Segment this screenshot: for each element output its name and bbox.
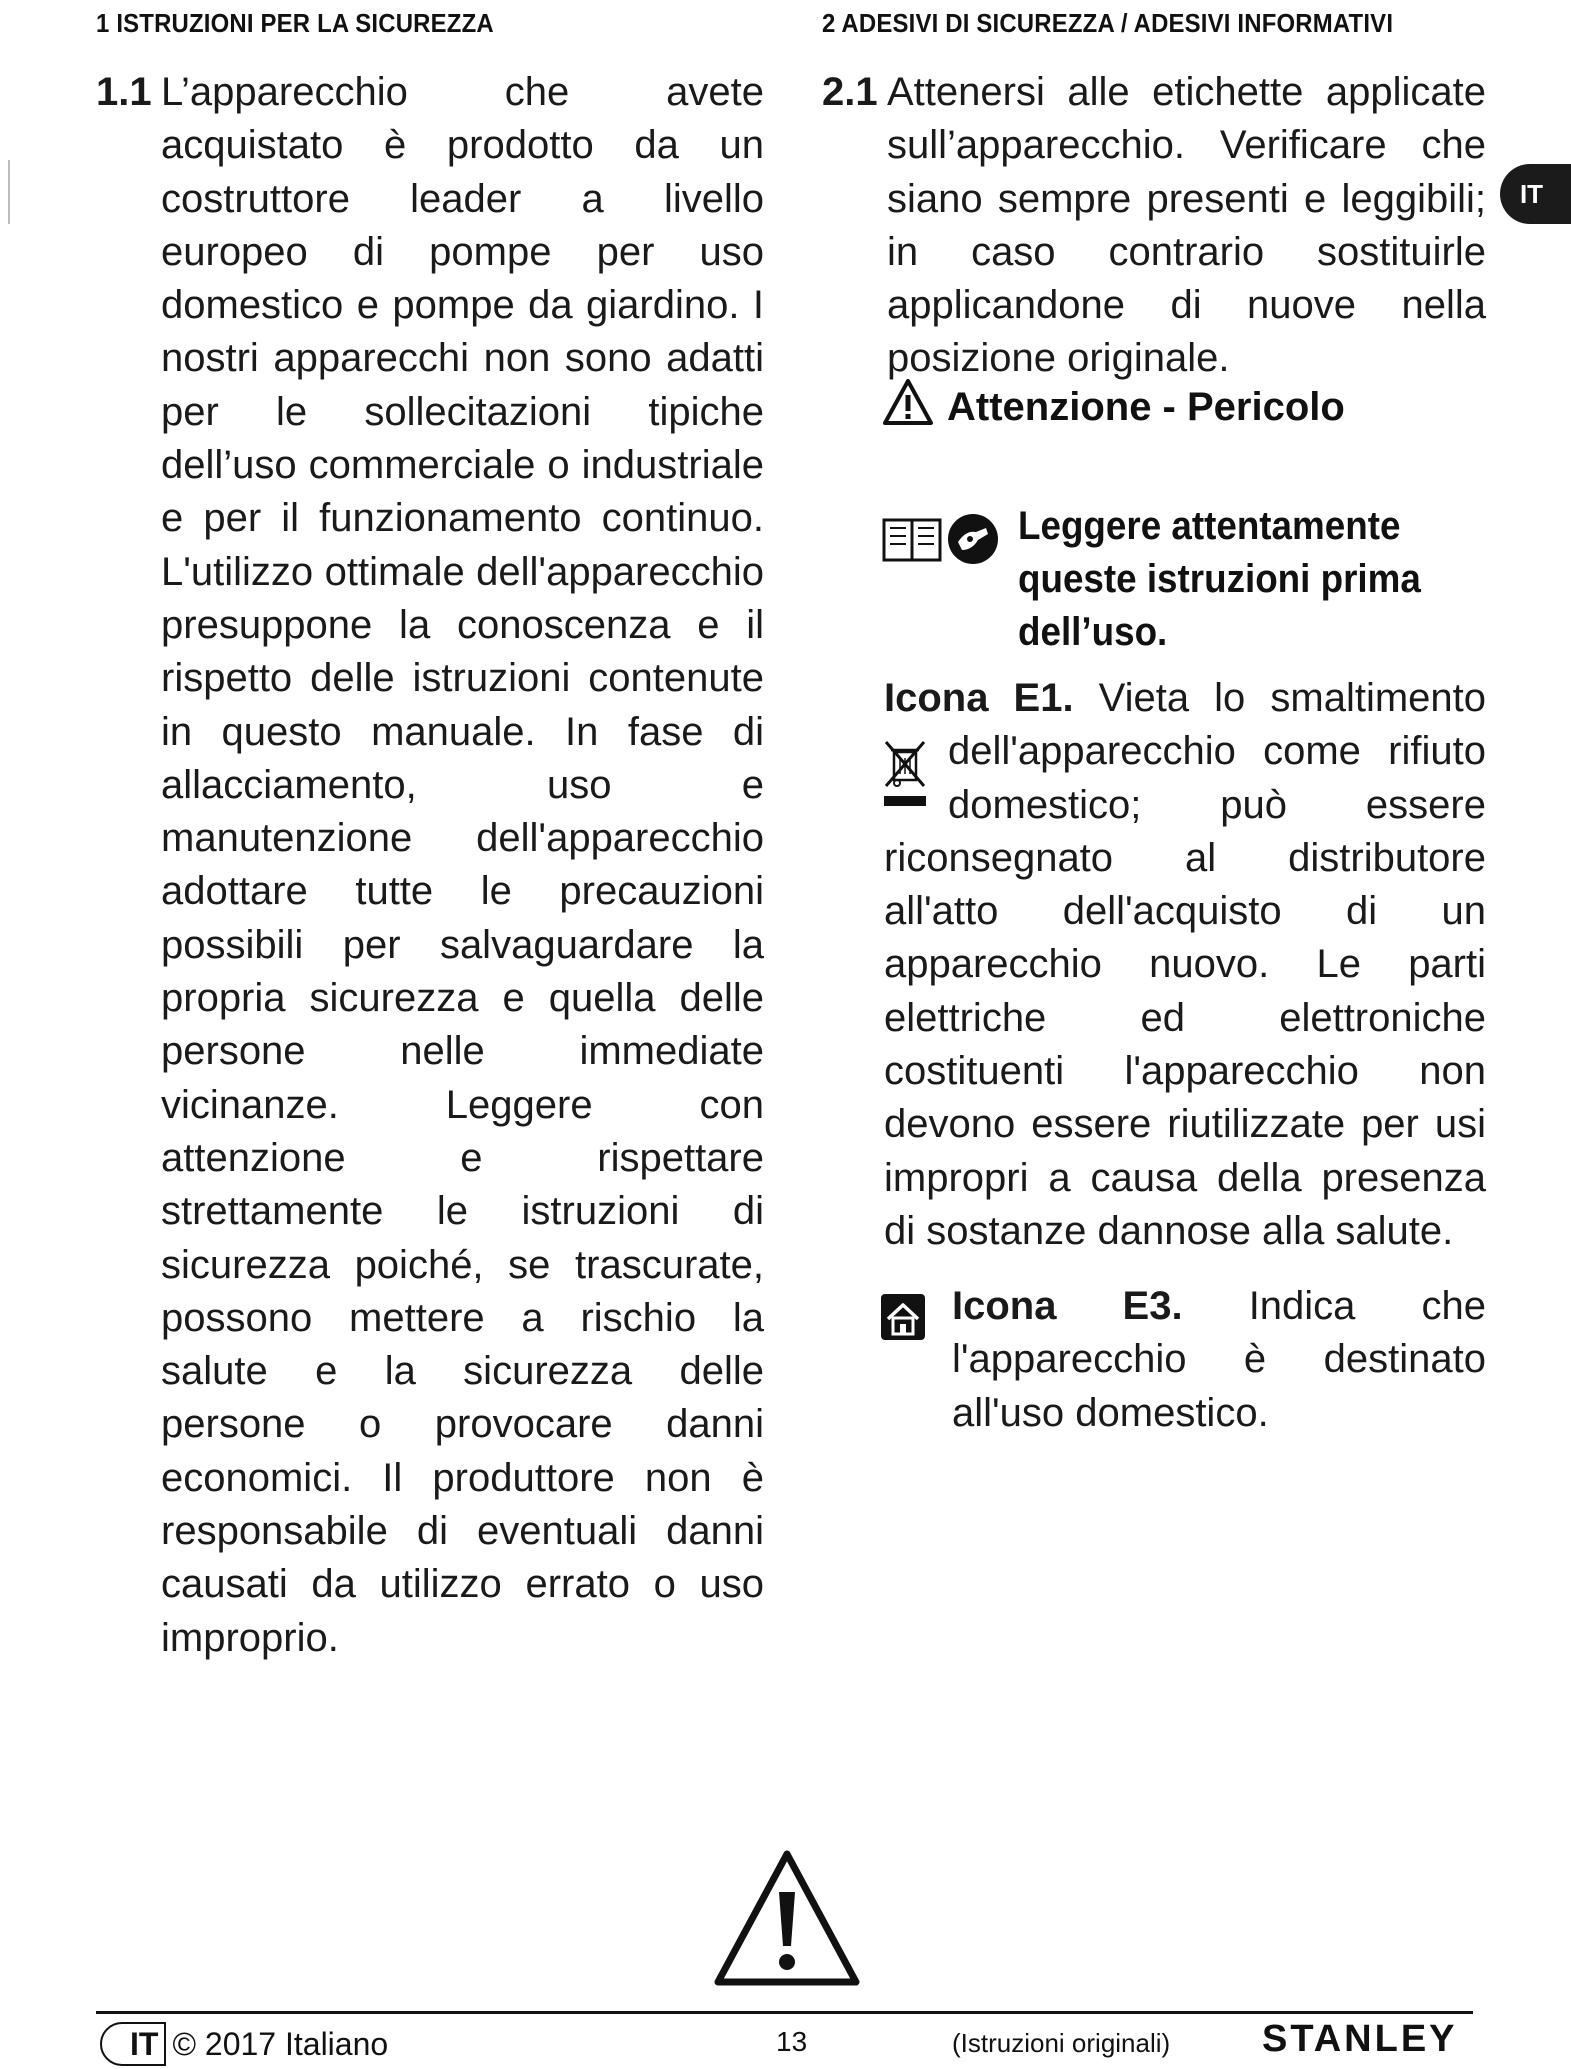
warning-triangle-icon (882, 378, 934, 426)
paragraph-number: 2.1 (822, 70, 878, 114)
icon-e1-block (884, 672, 1486, 1258)
icon-e1-line-3: domestico; può essere (948, 782, 1486, 827)
book-icon (882, 516, 942, 564)
icon-e1-rest: riconsegnato al distributore all'atto dell'acquisto di un apparecchio nuovo. Le parti elettriche ed elettroniche costituenti l'apparecchio non devono essere riutilizzate per usi impropri a causa della presenza di sostanze dannose alla salute. (884, 835, 1486, 1253)
house-icon (880, 1293, 926, 1341)
brand-logo: STANLEY (1262, 2018, 1458, 2060)
icon-e3-block (952, 1280, 1486, 1440)
section-2-heading: 2 ADESIVI DI SICUREZZA / ADESIVI INFORMATIVI (822, 8, 1394, 38)
footer-left (100, 2022, 388, 2066)
warning-title: Attenzione - Pericolo (947, 385, 1345, 429)
footer-copyright: © 2017 Italiano (172, 2025, 389, 2062)
read-instructions-text: Leggere attentamente queste istruzioni prima dell’uso. (1018, 504, 1421, 654)
icon-e3-label: Icona E3. (952, 1284, 1183, 1328)
section-1-heading: 1 ISTRUZIONI PER LA SICUREZZA (96, 8, 494, 38)
footer-note: (Istruzioni originali) (952, 2028, 1171, 2058)
left-column (96, 66, 764, 1665)
hand-book-icon (946, 512, 1000, 566)
paragraph-1-1 (96, 66, 764, 1665)
icon-e1-text-1: Vieta lo smaltimento (1098, 676, 1486, 720)
right-column (822, 66, 1486, 386)
footer-rule (96, 2011, 1473, 2014)
icon-e1-label: Icona E1. (884, 676, 1074, 720)
paragraph-2-1 (822, 66, 1486, 386)
crossed-bin-icon (882, 738, 930, 816)
icon-e3-text: Indica che l'apparecchio è destinato all'uso domestico. (952, 1284, 1486, 1435)
icon-e1-line-1 (884, 672, 1486, 725)
warning-triangle-icon (712, 1848, 862, 1988)
footer-lang-code: IT (100, 2022, 166, 2066)
language-tab: IT (1500, 164, 1571, 224)
paragraph-number: 1.1 (96, 70, 152, 114)
paragraph-text: L’apparecchio che avete acquistato è prodotto da un costruttore leader a livello europeo di pompe per uso domestico e pompe da giardino. I nostri apparecchi non sono adatti per le sollecitazioni tipiche dell’uso commerciale o industriale e per il funzionamento continuo. L'utilizzo ottimale dell'apparecchio presuppone la conoscenza e il rispetto delle istruzioni contenute in questo manuale. In fase di allacciamento, uso e manutenzione dell'apparecchio adottare tutte le precauzioni possibili per salvaguardare la propria sicurezza e quella delle persone nelle immediate vicinanze. Leggere con attenzione e rispettare strettamente le istruzioni di sicurezza poiché, se trascurate, possono mettere a rischio la salute e la sicurezza delle persone o provocare danni economici. Il produttore non è responsabile di eventuali danni causati da utilizzo errato o uso improprio. (161, 70, 764, 1660)
icon-e1-line-2: dell'apparecchio come rifiuto (948, 729, 1486, 774)
margin-mark (8, 160, 10, 224)
page-number: 13 (776, 2026, 808, 2057)
paragraph-text: Attenersi alle etichette applicate sull’apparecchio. Verificare che siano sempre presenti e leggibili; in caso contrario sostituirle applicandone di nuove nella posizione originale. (887, 70, 1486, 381)
